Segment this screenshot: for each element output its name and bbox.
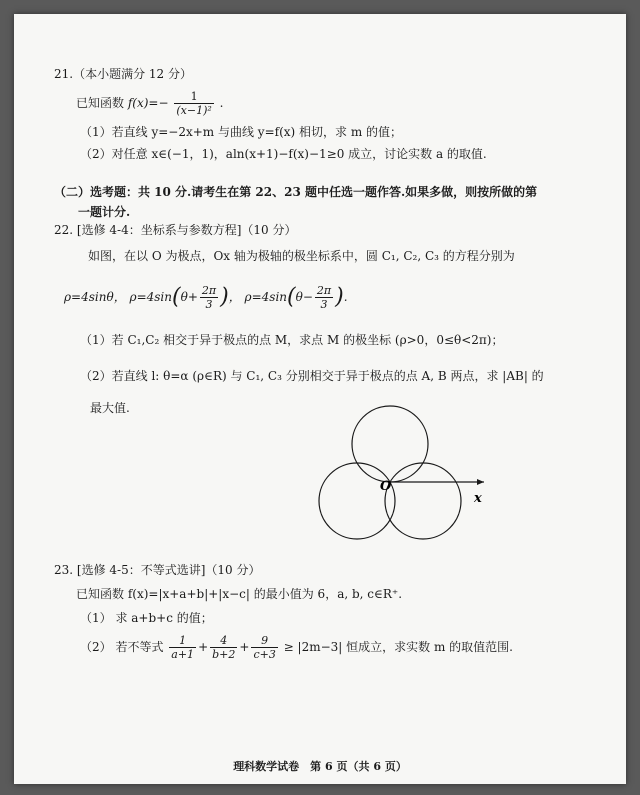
q23-p2-post: ≥ |2m−3| 恒成立，求实数 m 的取值范围. [283,640,513,654]
q22-part2-cont: 最大值. [90,401,130,415]
q21-given-text: 已知函数 [76,96,125,110]
q22-eq3-frac [315,284,333,311]
q22-eq3-lparen: ( [287,284,296,310]
q23-frac2-num: 4 [210,634,237,648]
q23-given: 已知函数 f(x)=|x+a+b|+|x−c| 的最小值为 6，a, b, c∈R⁺. [76,587,403,601]
q23-frac3 [251,634,277,661]
q22-eq1: ρ=4sinθ， [64,290,126,304]
q21-fraction [174,90,213,117]
q22-eq2-pre: ρ=4sin [129,290,172,304]
q21-fx: f(x)=− [127,96,169,110]
q23-header: 23. [选修 4-5：不等式选讲]（10 分） [54,563,261,577]
q22-eq2-lparen: ( [172,284,181,310]
page-footer: 理科数学试卷 第 6 页（共 6 页） [233,760,407,773]
q22-eq3-frac-den: 3 [320,298,328,311]
circle-c2 [385,463,461,539]
q23-plus2: + [239,640,250,654]
q22-part1: （1）若 C₁,C₂ 相交于异于极点的点 M，求点 M 的极坐标 (ρ>0，0≤θ<2π)； [80,333,504,347]
q22-eq2-rparen: ) [220,284,229,310]
q22-header: 22. [选修 4-4：坐标系与参数方程]（10 分） [54,223,297,237]
q22-intro: 如图，在以 O 为极点，Ox 轴为极轴的极坐标系中，圆 C₁, C₂, C₃ 的方程分别为 [88,249,515,263]
q23-frac1 [169,634,196,661]
q22-eq3-rparen: ) [335,284,344,310]
q21-part1: （1）若直线 y=−2x+m 与曲线 y=f(x) 相切，求 m 的值； [80,125,403,139]
q21-frac-den: (x−1)² [176,104,212,117]
three-circles-figure [314,398,494,558]
q22-equations [64,282,348,313]
q22-eq3-pre: ρ=4sin [244,290,288,304]
q22-eq2-frac-den: 3 [205,298,213,311]
section2-line1: （二）选考题：共 10 分.请考生在第 22、23 题中任选一题作答.如果多做，则按所做的第 [54,185,538,199]
q23-p2-pre: （2） 若不等式 [80,640,164,654]
q23-frac3-den: c+3 [253,648,276,661]
q23-frac2 [210,634,237,661]
q21-frac-num: 1 [174,90,213,104]
circle-c3 [319,463,395,539]
q23-frac3-num: 9 [251,634,277,648]
axis-x-label: x [474,491,482,506]
q23-plus1: + [198,640,209,654]
q23-part1: （1） 求 a+b+c 的值； [80,611,213,625]
q22-eq3-frac-num: 2π [316,284,332,297]
q23-frac1-den: a+1 [171,648,195,661]
section2-line2: 一题计分. [78,205,131,219]
q22-eq2-frac [200,284,218,311]
circle-c1 [352,406,428,482]
q22-eq2-frac-num: 2π [201,284,217,297]
q21-part2: （2）对任意 x∈(−1，1)，aln(x+1)−f(x)−1≥0 成立，讨论实数 a 的取值. [80,147,487,161]
q23-part2 [80,630,513,664]
q22-eq2 [129,284,245,311]
exam-page [14,14,626,784]
axis-arrow-icon [477,479,484,485]
q21-end-dot: . [219,96,224,110]
q23-frac2-den: b+2 [212,648,236,661]
q21-given [76,88,223,118]
q23-frac1-num: 1 [169,634,196,648]
q22-eq2-post: ， [228,290,241,304]
q22-eq3-in: θ− [295,290,313,304]
origin-label: O [380,479,392,494]
q21-header: 21.（本小题满分 12 分） [54,67,192,81]
q22-eq3 [244,284,348,311]
q22-part2: （2）若直线 l: θ=α (ρ∈R) 与 C₁, C₃ 分别相交于异于极点的点 A, B 两点，求 |AB| 的 [80,369,544,383]
q22-eq2-in: θ+ [180,290,198,304]
q22-eq3-post: . [343,290,348,304]
